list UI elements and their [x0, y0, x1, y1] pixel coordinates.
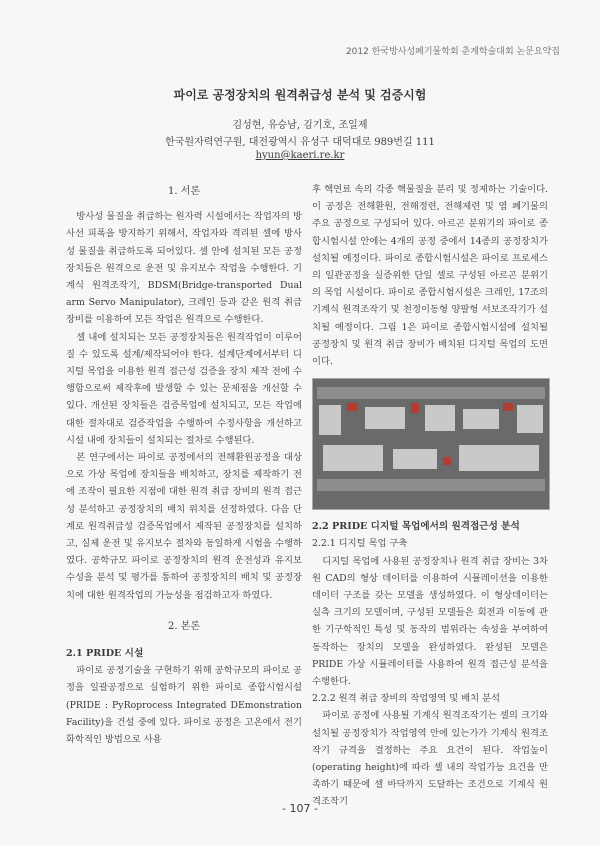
digital-mockup-figure [312, 378, 550, 510]
section-2-2-1-paragraph: 디지털 목업에 사용된 공정장치나 원격 취급 장비는 3차원 CAD의 형상 데이터를 이용하여 시뮬레이션을 이용한 데이터 구조를 갖는 모델을 생성하였다. 이 형상데이터는 실측 크기의 모델이며, 구성된 모델들은 회전과 이동에 관한 기구학적인 특성 및 동작의 범위라는 속성을 부여하여 동작하는 장치의 모델을 완성하였다. 완성된 모델은 PRIDE 가상 시뮬레이터를 사용하여 원격 접근성 분석을 수행한다. [312, 555, 548, 688]
paper-title: 파이로 공정장치의 원격취급성 분석 및 검증시험 [173, 88, 427, 102]
section-1-paragraph-3: 본 연구에서는 파이로 공정에서의 전해환원공정을 대상으로 가상 목업에 장치들을 배치하고, 장치를 제작하기 전에 조작이 필요한 지점에 대한 원격 취급 장비의 원격 접근성 분석하고 공정장치의 배치 위치를 선정하였다. 다음 단계로 원격취급성 검증목업에서 제작된 공정장치를 설치하고, 실제 운전 및 유지보수 절차와 동일하게 시험을 수행하였다. 공학규모 파이로 공정장치의 원격 운전성과 유지보수성을 분석 및 평가를 통하여 공정장치의 배치 및 공정장치에 대한 원격작업의 가능성을 점검하고자 하였다. [66, 452, 302, 601]
section-1-paragraph-1: 방사성 물질을 취급하는 원자력 시설에서는 작업자의 방사선 피폭을 방지하기 위해서, 작업자와 격리된 셀에 방사성 물질을 취급하도록 되어있다. 셀 안에 설치된 모든 공정장치들은 원격으로 운전 및 유지보수 작업을 수행한다. 기계식 원격조작기, BDSM(Bridge-transported Dual arm Servo Manipulator), 크레인 등과 같은 원격 취급 장비를 이용하여 모든 작업은 원격으로 수행한다. [66, 211, 302, 326]
figure-equipment-red [347, 403, 357, 411]
figure-equipment-red [411, 403, 419, 413]
figure-equipment-red [503, 403, 513, 411]
left-column [66, 183, 302, 748]
section-2-1-paragraph-1: 파이로 공정기술을 구현하기 위해 공학규모의 파이로 공정을 일괄공정으로 실험하기 위한 파이로 종합시험시설(PRIDE : PyRoprocess Integrated DEmonstration Facility)을 건설 중에 있다. 파이로 공정은 고온에서 전기화학적인 방법으로 사용 [66, 665, 302, 746]
page-number: - 107 - [282, 802, 318, 815]
section-2-2-1-heading: 2.2.1 디지털 목업 구축 [312, 538, 408, 550]
figure-equipment-block [393, 449, 437, 469]
section-1-heading: 1. 서론 [167, 186, 201, 197]
author-email: hyun@kaeri.re.kr [255, 150, 345, 161]
section-2-2-2-heading: 2.2.2 원격 취급 장비의 작업영역 및 배치 분석 [312, 693, 501, 705]
continued-paragraph: 후 핵연료 속의 각종 핵물질을 분리 및 정제하는 기술이다. 이 공정은 전해환원, 전해정련, 전해제련 및 염 폐기물의 주요 공정으로 구성되어 있다. 아르곤 분위기의 파이로 종합시험시설 안에는 4개의 공정 중에서 14종의 공정장치가 설치될 예정이다. 파이로 종합시험시설은 파이로 프로세스의 일관공정을 실증위한 단일 셀로 구성된 아르곤 분위기의 목업 시설이다. 파이로 종합시험시설은 크레인, 17조의 기계식 원격조작기 및 천정이동형 양팔형 서보조작기가 설치될 예정이다. 그림 1은 파이로 종합시험시설에 설치될 공정장치 및 원격 취급 장비가 배치된 디지털 목업의 도면이다. [312, 184, 548, 368]
authors: 김성현, 유승남, 김기호, 조일제 [232, 120, 368, 131]
figure-band-bottom [317, 479, 545, 491]
figure-equipment-block [425, 405, 455, 431]
section-1-paragraph-2: 셀 내에 설치되는 모든 공정장치들은 원격작업이 이루어 질 수 있도록 설계/제작되어야 한다. 설계단계에서부터 디지털 목업을 이용한 원격 접근성 검증을 장치 제작 전에 수행함으로써 제작후에 발생할 수 있는 문제점을 개선할 수 있다. 개선된 장치들은 검증목업에 설치되고, 모든 작업에 대한 절차대로 검증작업을 수행하여 수정사항을 개선하고 시설 내에 장치들이 설치되는 절차로 수행된다. [66, 331, 302, 446]
figure-equipment-block [463, 409, 499, 429]
figure-equipment-block [459, 445, 539, 471]
section-2-1-heading: 2.1 PRIDE 시설 [66, 648, 144, 660]
figure-equipment-block [365, 407, 405, 429]
figure-equipment-block [517, 405, 543, 433]
running-header: 2012 한국방사성폐기물학회 춘계학술대회 논문요약집 [345, 47, 560, 57]
figure-band-top [317, 387, 545, 399]
affiliation: 한국원자력연구원, 대전광역시 유성구 대덕대로 989번길 111 [165, 137, 435, 148]
figure-equipment-block [319, 405, 341, 435]
figure-equipment-block [323, 445, 383, 471]
section-2-2-heading: 2.2 PRIDE 디지털 목업에서의 원격접근성 분석 [312, 521, 520, 533]
right-column [312, 181, 548, 811]
section-2-2-2-paragraph: 파이로 공정에 사용될 기계식 원격조작기는 셀의 크기와 설치될 공정장치가 작업영역 안에 있는가가 기계식 원격조작기 규격을 결정하는 주요 요건이 된다. 작업높이(operating height)에 따라 셀 내의 작업가능 요건을 만족하기 때문에 셀 바닥까지 도달하는 조건으로 기계식 원격조작기 [312, 710, 548, 808]
section-2-heading: 2. 본론 [167, 620, 201, 632]
figure-equipment-red [443, 457, 451, 465]
